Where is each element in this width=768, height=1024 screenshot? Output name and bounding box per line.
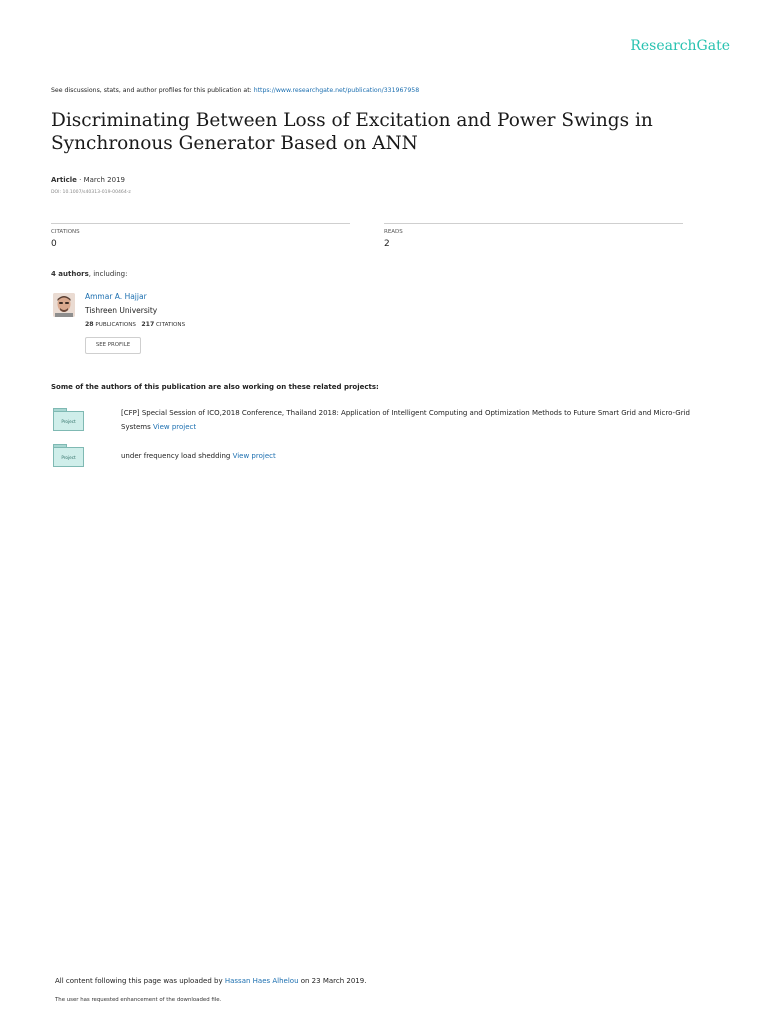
- authors-including: , including:: [88, 270, 128, 278]
- discussion-prefix: See discussions, stats, and author profiles for this publication at:: [51, 87, 254, 94]
- discussion-line: [51, 87, 419, 94]
- publication-meta: [51, 176, 125, 184]
- person-portrait-icon: [53, 293, 75, 317]
- author-avatar[interactable]: [53, 293, 75, 317]
- project-folder-icon[interactable]: [53, 444, 83, 466]
- publication-doi: DOI: 10.1007/s40313-019-00464-z: [51, 190, 131, 195]
- author-publications-label: PUBLICATIONS: [95, 322, 136, 328]
- related-project-title: [CFP] Special Session of ICO,2018 Conference, Thailand 2018: Application of Intelligent Computing and Optimization Methods to Future Smart Grid and Micro-Grid Systems: [121, 409, 690, 431]
- project-folder-label: Project: [61, 419, 76, 424]
- publication-type: Article: [51, 176, 77, 184]
- view-project-link[interactable]: View project: [152, 422, 197, 431]
- related-project-item: [121, 407, 711, 434]
- citations-divider: [51, 223, 350, 224]
- upload-suffix: on 23 March 2019.: [298, 977, 367, 985]
- citations-label: CITATIONS: [51, 229, 80, 235]
- author-stats: [85, 321, 185, 328]
- reads-value: 2: [384, 239, 390, 249]
- enhancement-note: The user has requested enhancement of the downloaded file.: [55, 997, 222, 1003]
- project-folder-icon[interactable]: [53, 408, 83, 430]
- see-profile-button[interactable]: SEE PROFILE: [85, 337, 141, 354]
- upload-notice: [55, 977, 366, 985]
- uploader-link[interactable]: Hassan Haes Alhelou: [224, 977, 299, 985]
- researchgate-logo[interactable]: ResearchGate: [630, 38, 730, 54]
- related-projects-heading: Some of the authors of this publication are also working on these related projects:: [51, 383, 379, 391]
- author-name-link[interactable]: Ammar A. Hajjar: [85, 292, 147, 301]
- author-publications-count: 28: [85, 321, 94, 328]
- publication-url-link[interactable]: https://www.researchgate.net/publication/331967958: [253, 87, 420, 94]
- author-citations-label: CITATIONS: [156, 322, 186, 328]
- citations-value: 0: [51, 239, 57, 249]
- publication-title: Discriminating Between Loss of Excitation and Power Swings in Synchronous Generator Based on ANN: [51, 110, 653, 154]
- authors-count-number: 4 authors: [51, 270, 89, 278]
- related-project-item: [121, 450, 711, 464]
- reads-divider: [384, 223, 683, 224]
- author-citations-count: 217: [141, 321, 155, 328]
- related-project-title: under frequency load shedding: [121, 452, 231, 460]
- publication-date: · March 2019: [76, 176, 125, 184]
- reads-label: READS: [384, 229, 403, 235]
- upload-prefix: All content following this page was uploaded by: [55, 977, 225, 985]
- author-institution: Tishreen University: [85, 306, 158, 315]
- view-project-link[interactable]: View project: [232, 452, 276, 460]
- project-folder-label: Project: [61, 455, 76, 460]
- authors-count: [51, 270, 127, 278]
